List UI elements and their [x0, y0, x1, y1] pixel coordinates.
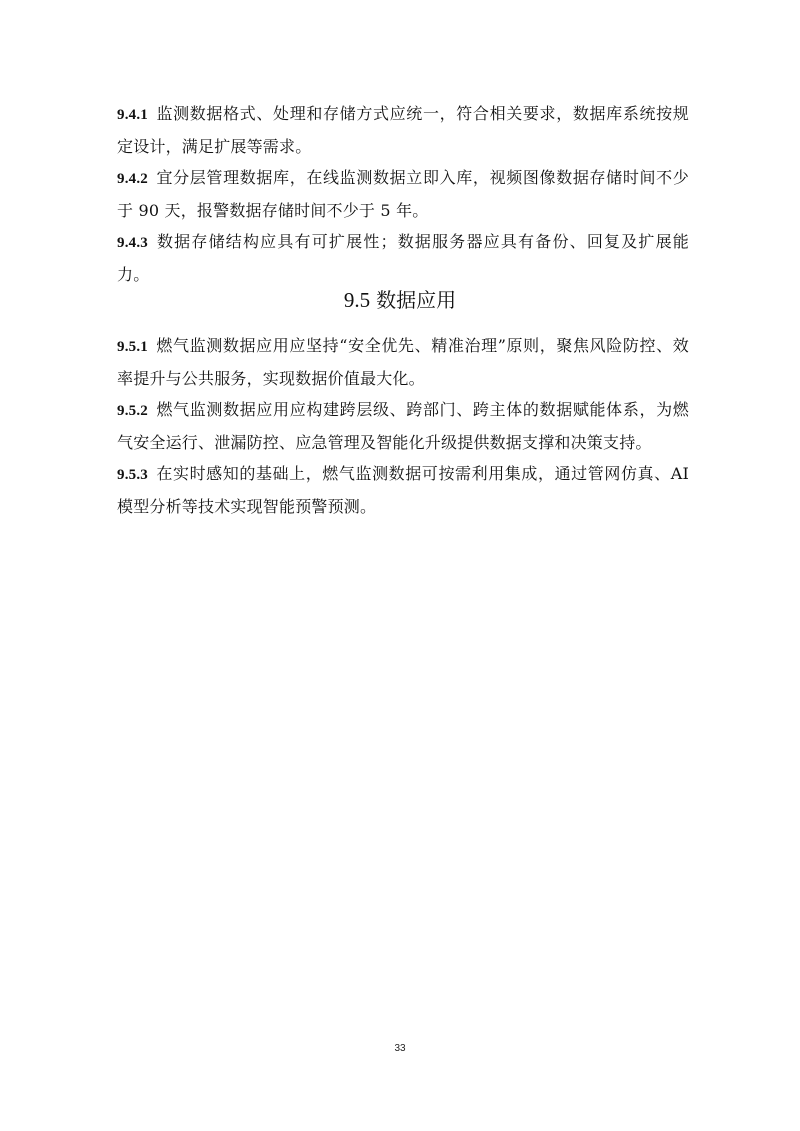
section-heading-number: 9.5	[343, 288, 371, 312]
section-heading-9-5	[0, 286, 800, 314]
clause-number: 9.4.1	[117, 107, 148, 123]
clause-text: 监测数据格式、处理和存储方式应统一，符合相关要求，数据库系统按规定设计，满足扩展等需求。	[117, 104, 689, 156]
clause-number: 9.5.2	[117, 403, 148, 419]
clause-9-5-1	[117, 330, 689, 395]
clause-number: 9.5.3	[117, 467, 148, 483]
clause-text: 宜分层管理数据库，在线监测数据立即入库，视频图像数据存储时间不少于 90 天，报警数据存储时间不少于 5 年。	[117, 168, 689, 220]
clause-text: 燃气监测数据应用应坚持“安全优先、精准治理”原则，聚焦风险防控、效率提升与公共服务，实现数据价值最大化。	[117, 336, 689, 388]
clause-number: 9.5.1	[117, 339, 148, 355]
clause-text: 在实时感知的基础上，燃气监测数据可按需利用集成，通过管网仿真、AI 模型分析等技术实现智能预警预测。	[117, 464, 689, 516]
clause-9-4-2	[117, 162, 689, 227]
clause-text: 数据存储结构应具有可扩展性；数据服务器应具有备份、回复及扩展能力。	[117, 232, 689, 284]
clause-9-4-3	[117, 226, 689, 291]
clause-9-4-1	[117, 98, 689, 163]
clause-9-5-2	[117, 394, 689, 459]
clause-number: 9.4.3	[117, 235, 148, 251]
clause-text: 燃气监测数据应用应构建跨层级、跨部门、跨主体的数据赋能体系，为燃气安全运行、泄漏防控、应急管理及智能化升级提供数据支撑和决策支持。	[117, 400, 689, 452]
clause-9-5-3	[117, 458, 689, 523]
clause-number: 9.4.2	[117, 171, 148, 187]
page-number: 33	[394, 1043, 406, 1054]
section-heading-title: 数据应用	[376, 288, 457, 312]
